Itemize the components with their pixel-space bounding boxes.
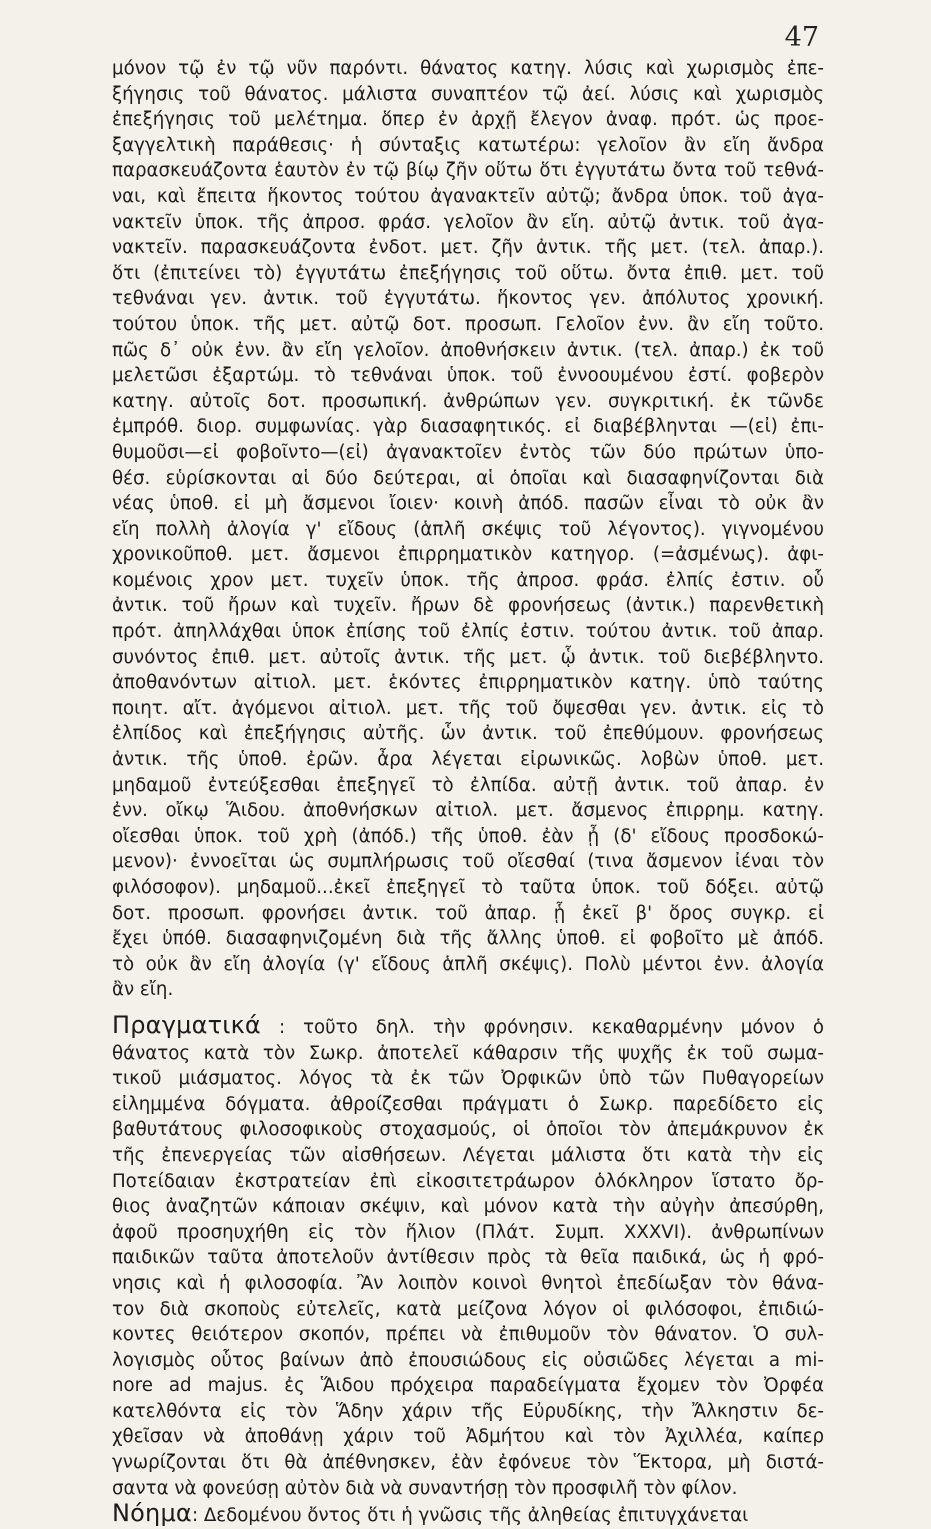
noima-heading: Νόημα [112, 1501, 192, 1528]
pragmatika-line: νησις καὶ ἡ φιλοσοφία. Ἂν λοιπὸν κοινοὶ θνητοὶ ἐπεδίωξαν τὸν θάνα- [112, 1272, 824, 1294]
commentary-line: τεθνάναι γεν. ἀντικ. τοῦ ἐγγυτάτω. ἥκοντος γεν. ἀπόλυτος χρονική. [112, 288, 824, 310]
commentary-line: τούτου ὑποκ. τῆς μετ. αὐτῷ δοτ. προσωπ. Γελοῖον ἐνν. ἂν εἴη τοῦτο. [112, 313, 824, 335]
page-body [112, 56, 824, 1529]
pragmatika-line: κοντες θειότερον σκοπόν, πρέπει νὰ ἐπιθυμοῦν τὸν θάνατον. Ὁ συλ- [112, 1324, 824, 1346]
pragmatika-line: ἀφοῦ προσηυχήθη εἰς τὸν ἥλιον (Πλάτ. Συμπ. XXXVI). ἀνθρωπίνων [112, 1221, 824, 1243]
commentary-line: νακτεῖν ὑποκ. τῆς ἀπροσ. φράσ. γελοῖον ἂν εἴη. αὐτῷ ἀντικ. τοῦ ἀγα- [112, 211, 824, 233]
pragmatika-first-line [112, 1013, 824, 1041]
commentary-line: μηδαμοῦ ἐντεύξεσθαι ἐπεξηγεῖ τὸ ἐλπίδα. αὐτῇ ἀντικ. τοῦ ἀπαρ. ἐν [112, 774, 824, 796]
commentary-line: ἀποθανόντων αἰτιολ. μετ. ἑκόντες ἐπιρρηματικὸν κατηγ. ὑπὸ ταύτης [112, 672, 824, 694]
commentary-line: τὸ οὐκ ἂν εἴη ἀλογία (γ' εἴδους ἁπλῆ σκέψις). Πολὺ μέντοι ἐνν. ἀλογία [112, 953, 824, 975]
pragmatika-line: γνωρίζονται ὅτι θὰ ἀπέθνησκεν, ἐὰν ἐφόνευε τὸν Ἕκτορα, μὴ διστά- [112, 1452, 824, 1474]
commentary-line: οἴεσθαι ὑποκ. τοῦ χρὴ (ἀπόδ.) τῆς ὑποθ. ἐὰν ᾖ (δ' εἴδους προσδοκώ- [112, 825, 824, 847]
commentary-line: ἔχει ὑπόθ. διασαφηνιζομένη διὰ τῆς ἄλλης ὑποθ. εἰ φοβοῖτο μὲ ἀπόδ. [112, 928, 824, 950]
commentary-line: νακτεῖν. παρασκευάζοντα ἐνδοτ. μετ. ζῆν ἀντικ. τῆς μετ. (τελ. ἀπαρ.). [112, 237, 824, 259]
page-number: 47 [784, 22, 819, 53]
commentary-line: νέας ὑποθ. εἰ μὴ ἄσμενοι ἴοιεν· κοινὴ ἀπόδ. πασῶν εἶναι τὸ οὐκ ἂν [112, 493, 824, 515]
commentary-line: φιλόσοφον). μηδαμοῦ...ἐκεῖ ἐπεξηγεῖ τὸ ταῦτα ὑποκ. τοῦ δόξει. αὐτῷ [112, 877, 824, 898]
commentary-line: ἐλπίδος καὶ ἐπεξήγησις αὐτῆς. ὧν ἀντικ. τοῦ ἐπεθύμουν. φρονήσεως [112, 723, 824, 745]
pragmatika-line: Ποτείδαιαν ἐκστρατείαν ἐπὶ εἰκοσιτετράωρον ὁλόκληρον ἵστατο ὄρ- [112, 1170, 824, 1192]
commentary-line: ξαγγελτικὴ παράθεσις· ἡ σύνταξις κατωτέρω: γελοῖον ἂν εἴη ἄνδρα [112, 134, 824, 156]
commentary-line: ἂν εἴη. [112, 979, 174, 1001]
pragmatika-line: τικοῦ μιάσματος. λόγος τὰ ἐκ τῶν Ὀρφικῶν ὑπὸ τῶν Πυθαγορείων [112, 1068, 824, 1090]
pragmatika-line: θιος ἀναζητῶν κάποιαν σκέψιν, καὶ μόνον κατὰ τὴν αὐγὴν ἀπεσύρθη, [112, 1196, 824, 1218]
commentary-line: ὅτι (ἐπιτείνει τὸ) ἐγγυτάτω ἐπεξήγησις τοῦ οὕτω. ὄντα ἐπιθ. μετ. τοῦ [112, 262, 824, 284]
pragmatika-heading: Πραγματικά [112, 1012, 261, 1039]
pragmatika-line: σαντα νὰ φονεύσῃ αὐτὸν διὰ νὰ συναντήσῃ τὸν προσφιλῆ τὸν φίλον. [112, 1477, 738, 1499]
pragmatika-line: παιδικῶν ταῦτα ἀποτελοῦν ἀντίθεσιν πρὸς τὰ θεῖα παιδικά, ὡς ἡ φρό- [112, 1247, 824, 1269]
pragmatika-line: χθεῖσαν νὰ ἀποθάνῃ χάριν τοῦ Ἀδμήτου καὶ τὸν Ἀχιλλέα, καίπερ [112, 1426, 824, 1448]
commentary-line: πῶς δ᾽ οὐκ ἐνν. ἂν εἴη γελοῖον. ἀποθνήσκειν ἀντικ. (τελ. ἀπαρ.) ἐκ τοῦ [112, 339, 824, 361]
commentary-line: μελετῶσι ἐξαρτώμ. τὸ τεθνάναι ὑποκ. τοῦ ἐννοουμένου ἐστί. φοβερὸν [112, 365, 824, 387]
commentary-line: μόνον τῷ ἐν τῷ νῦν παρόντι. θάνατος κατηγ. λύσις καὶ χωρισμὸς ἐπε- [112, 58, 824, 79]
commentary-line: ἐνν. οἴκῳ Ἅιδου. ἀποθνήσκων αἰτιολ. μετ. ἄσμενος ἐπιρρημ. κατηγ. [112, 800, 824, 822]
commentary-line: ἐπεξήγησις τοῦ μελέτημα. ὅπερ ἐν ἀρχῇ ἔλεγον ἀναφ. πρότ. ὡς προε- [112, 109, 824, 131]
pragmatika-line: κατελθόντα εἰς τὸν Ἅδην χάριν τῆς Εὐρυδίκης, τὴν Ἄλκηστιν δε- [112, 1400, 824, 1422]
noima-section [112, 1501, 824, 1529]
pragmatika-line: τον διὰ σκοποὺς εὐτελεῖς, κατὰ μείζονα λόγον οἱ φιλόσοφοι, ἐπιδιώ- [112, 1298, 824, 1320]
commentary-line: ξήγησις τοῦ θάνατος. μάλιστα συναπτέον τῷ ἀεί. λύσις καὶ χωρισμὸς [112, 83, 824, 105]
commentary-line: ἀντικ. τῆς ὑποθ. ἐρῶν. ἆρα λέγεται εἰρωνικῶς. λοβὼν ὑποθ. μετ. [112, 749, 824, 771]
noima-line-0: : Δεδομένου ὄντος ὅτι ἡ γνῶσις τῆς ἀληθείας ἐπιτυγχάνεται [191, 1505, 749, 1527]
pragmatika-line: εἰλημμένα δόγματα. ἀθροίζεσθαι πράγματι ὁ Σωκρ. παρεδίδετο εἰς [112, 1093, 824, 1115]
pragmatika-line: θάνατος κατὰ τὸν Σωκρ. ἀποτελεῖ κάθαρσιν τῆς ψυχῆς ἐκ τοῦ σωμα- [112, 1042, 824, 1064]
pragmatika-line: τῆς ἐπενεργείας τῶν αἰσθήσεων. Λέγεται μάλιστα ὅτι κατὰ τὴν εἰς [112, 1144, 824, 1166]
commentary-line: ποιητ. αἴτ. ἀγόμενοι αἰτιολ. μετ. τῆς τοῦ ὄψεσθαι γεν. ἀντικ. εἰς τὸ [112, 697, 824, 719]
noima-first-line [112, 1501, 824, 1529]
commentary-line: κατηγ. αὐτοῖς δοτ. προσωπική. ἀνθρώπων γεν. συγκριτική. ἐκ τῶνδε [112, 390, 824, 412]
pragmatika-line: nore ad majus. ἐς Ἅιδου πρόχειρα παραδείγματα ἔχομεν τὸν Ὀρφέα [112, 1375, 824, 1397]
pragmatika-line: λογισμὸς οὗτος βαίνων ἀπὸ ἐπουσιώδους εἰς οὐσιῶδες λέγεται a mi- [112, 1349, 824, 1371]
commentary-line: θέσ. εὑρίσκονται αἱ δύο δεύτεραι, αἱ ὁποῖαι καὶ διασαφηνίζονται διὰ [112, 467, 824, 489]
commentary-line: ἀντικ. τοῦ ἤρων καὶ τυχεῖν. ἤρων δὲ φρονήσεως (ἀντικ.) παρενθετικὴ [112, 595, 824, 617]
commentary-line: συνόντος ἐπιθ. μετ. αὐτοῖς ἀντικ. τῆς μετ. ᾧ ἀντικ. τοῦ διεβέβληντο. [112, 646, 824, 668]
commentary-line: ἐμπρόθ. διορ. συμφωνίας. γὰρ διασαφητικός. εἰ διαβέβληνται —(εἰ) ἐπι- [112, 416, 824, 438]
commentary-paragraph [112, 56, 824, 1003]
commentary-line: δοτ. προσωπ. φρονήσει ἀντικ. τοῦ ἀπαρ. ᾗ ἐκεῖ β' ὅρος συγκρ. εἰ [112, 902, 824, 924]
pragmatika-section [112, 1013, 824, 1501]
commentary-line: εἴη πολλὴ ἀλογία γ' εἴδους (ἁπλῆ σκέψις τοῦ λέγοντος). γιγνομένου [112, 518, 824, 540]
commentary-line: θυμοῦσι—εἰ φοβοῖντο—(εἰ) ἀγανακτοῖεν ἐντὸς τῶν δύο πρώτων ὑπο- [112, 441, 824, 463]
commentary-line: κομένοις χρον μετ. τυχεῖν ὑποκ. τῆς ἀπροσ. φράσ. ἐλπίς ἐστιν. οὗ [112, 569, 824, 591]
commentary-line: χρονικοῦποθ. μετ. ἄσμενοι ἐπιρρηματικὸν κατηγορ. (=ἀσμένως). ἀφι- [112, 544, 824, 566]
commentary-line: πρότ. ἀπηλλάχθαι ὑποκ ἐπίσης τοῦ ἐλπίς ἐστιν. τούτου ἀντικ. τοῦ ἀπαρ. [112, 621, 824, 643]
commentary-line: μενον)· ἐννοεῖται ὡς συμπλήρωσις τοῦ οἴεσθαί (τινα ἄσμενον ἰέναι τὸν [112, 851, 824, 873]
commentary-line: ναι, καὶ ἔπειτα ἥκοντος τούτου ἀγανακτεῖν αὐτῷ; ἄνδρα ὑποκ. τοῦ ἀγα- [112, 185, 824, 207]
pragmatika-line-0: : τοῦτο δηλ. τὴν φρόνησιν. κεκαθαρμένην μόνον ὁ [260, 1016, 824, 1038]
commentary-line: παρασκευάζοντα ἑαυτὸν ἐν τῷ βίῳ ζῆν οὕτω ὅτι ἐγγυτάτω ὄντα τοῦ τεθνά- [112, 160, 824, 182]
pragmatika-line: βαθυτάτους φιλοσοφικοὺς στοχασμούς, οἱ ὁποῖοι τὸν ἀπεμάκρυνον ἐκ [112, 1119, 824, 1141]
